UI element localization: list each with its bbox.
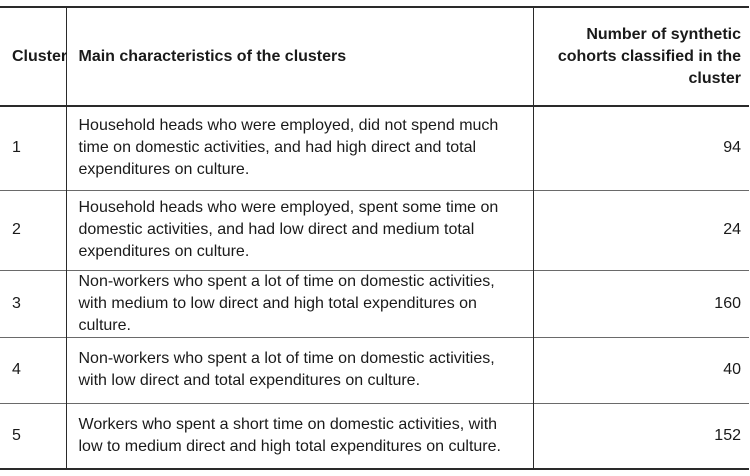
table-header: [0, 7, 749, 106]
cluster-characteristics: Household heads who were employed, spent some time on domestic activities, and had low direct and medium total expenditures on culture.: [66, 190, 533, 270]
cluster-id: 2: [0, 190, 66, 270]
cohort-count: 40: [723, 361, 741, 378]
table-row: [0, 337, 749, 403]
cohort-count: 24: [723, 221, 741, 238]
cluster-id: 4: [0, 337, 66, 403]
table-row: [0, 106, 749, 190]
header-count: Number of synthetic cohorts classified in the cluster: [557, 25, 741, 87]
table-row: [0, 190, 749, 270]
header-row: [0, 7, 749, 106]
cluster-id: 1: [0, 106, 66, 190]
cluster-table: [0, 6, 749, 470]
cluster-id: 3: [0, 270, 66, 337]
header-cluster: Cluster: [0, 7, 66, 106]
cluster-characteristics: Non-workers who spent a lot of time on domestic activities, with low direct and total expenditures on culture.: [66, 337, 533, 403]
cohort-count: 160: [714, 294, 741, 312]
cluster-characteristics: Non-workers who spent a lot of time on domestic activities, with medium to low direct and high total expenditures on culture.: [66, 270, 533, 337]
cluster-id: 5: [0, 403, 66, 469]
header-characteristics: Main characteristics of the clusters: [66, 7, 533, 106]
cluster-characteristics: Workers who spent a short time on domestic activities, with low to medium direct and high total expenditures on culture.: [66, 403, 533, 469]
cohort-count: 152: [714, 426, 741, 444]
table-body: [0, 106, 749, 469]
cluster-characteristics: Household heads who were employed, did not spend much time on domestic activities, and had high direct and total expenditures on culture.: [66, 106, 533, 190]
cohort-count: 94: [723, 139, 741, 157]
table-row: [0, 270, 749, 337]
table-row: [0, 403, 749, 469]
